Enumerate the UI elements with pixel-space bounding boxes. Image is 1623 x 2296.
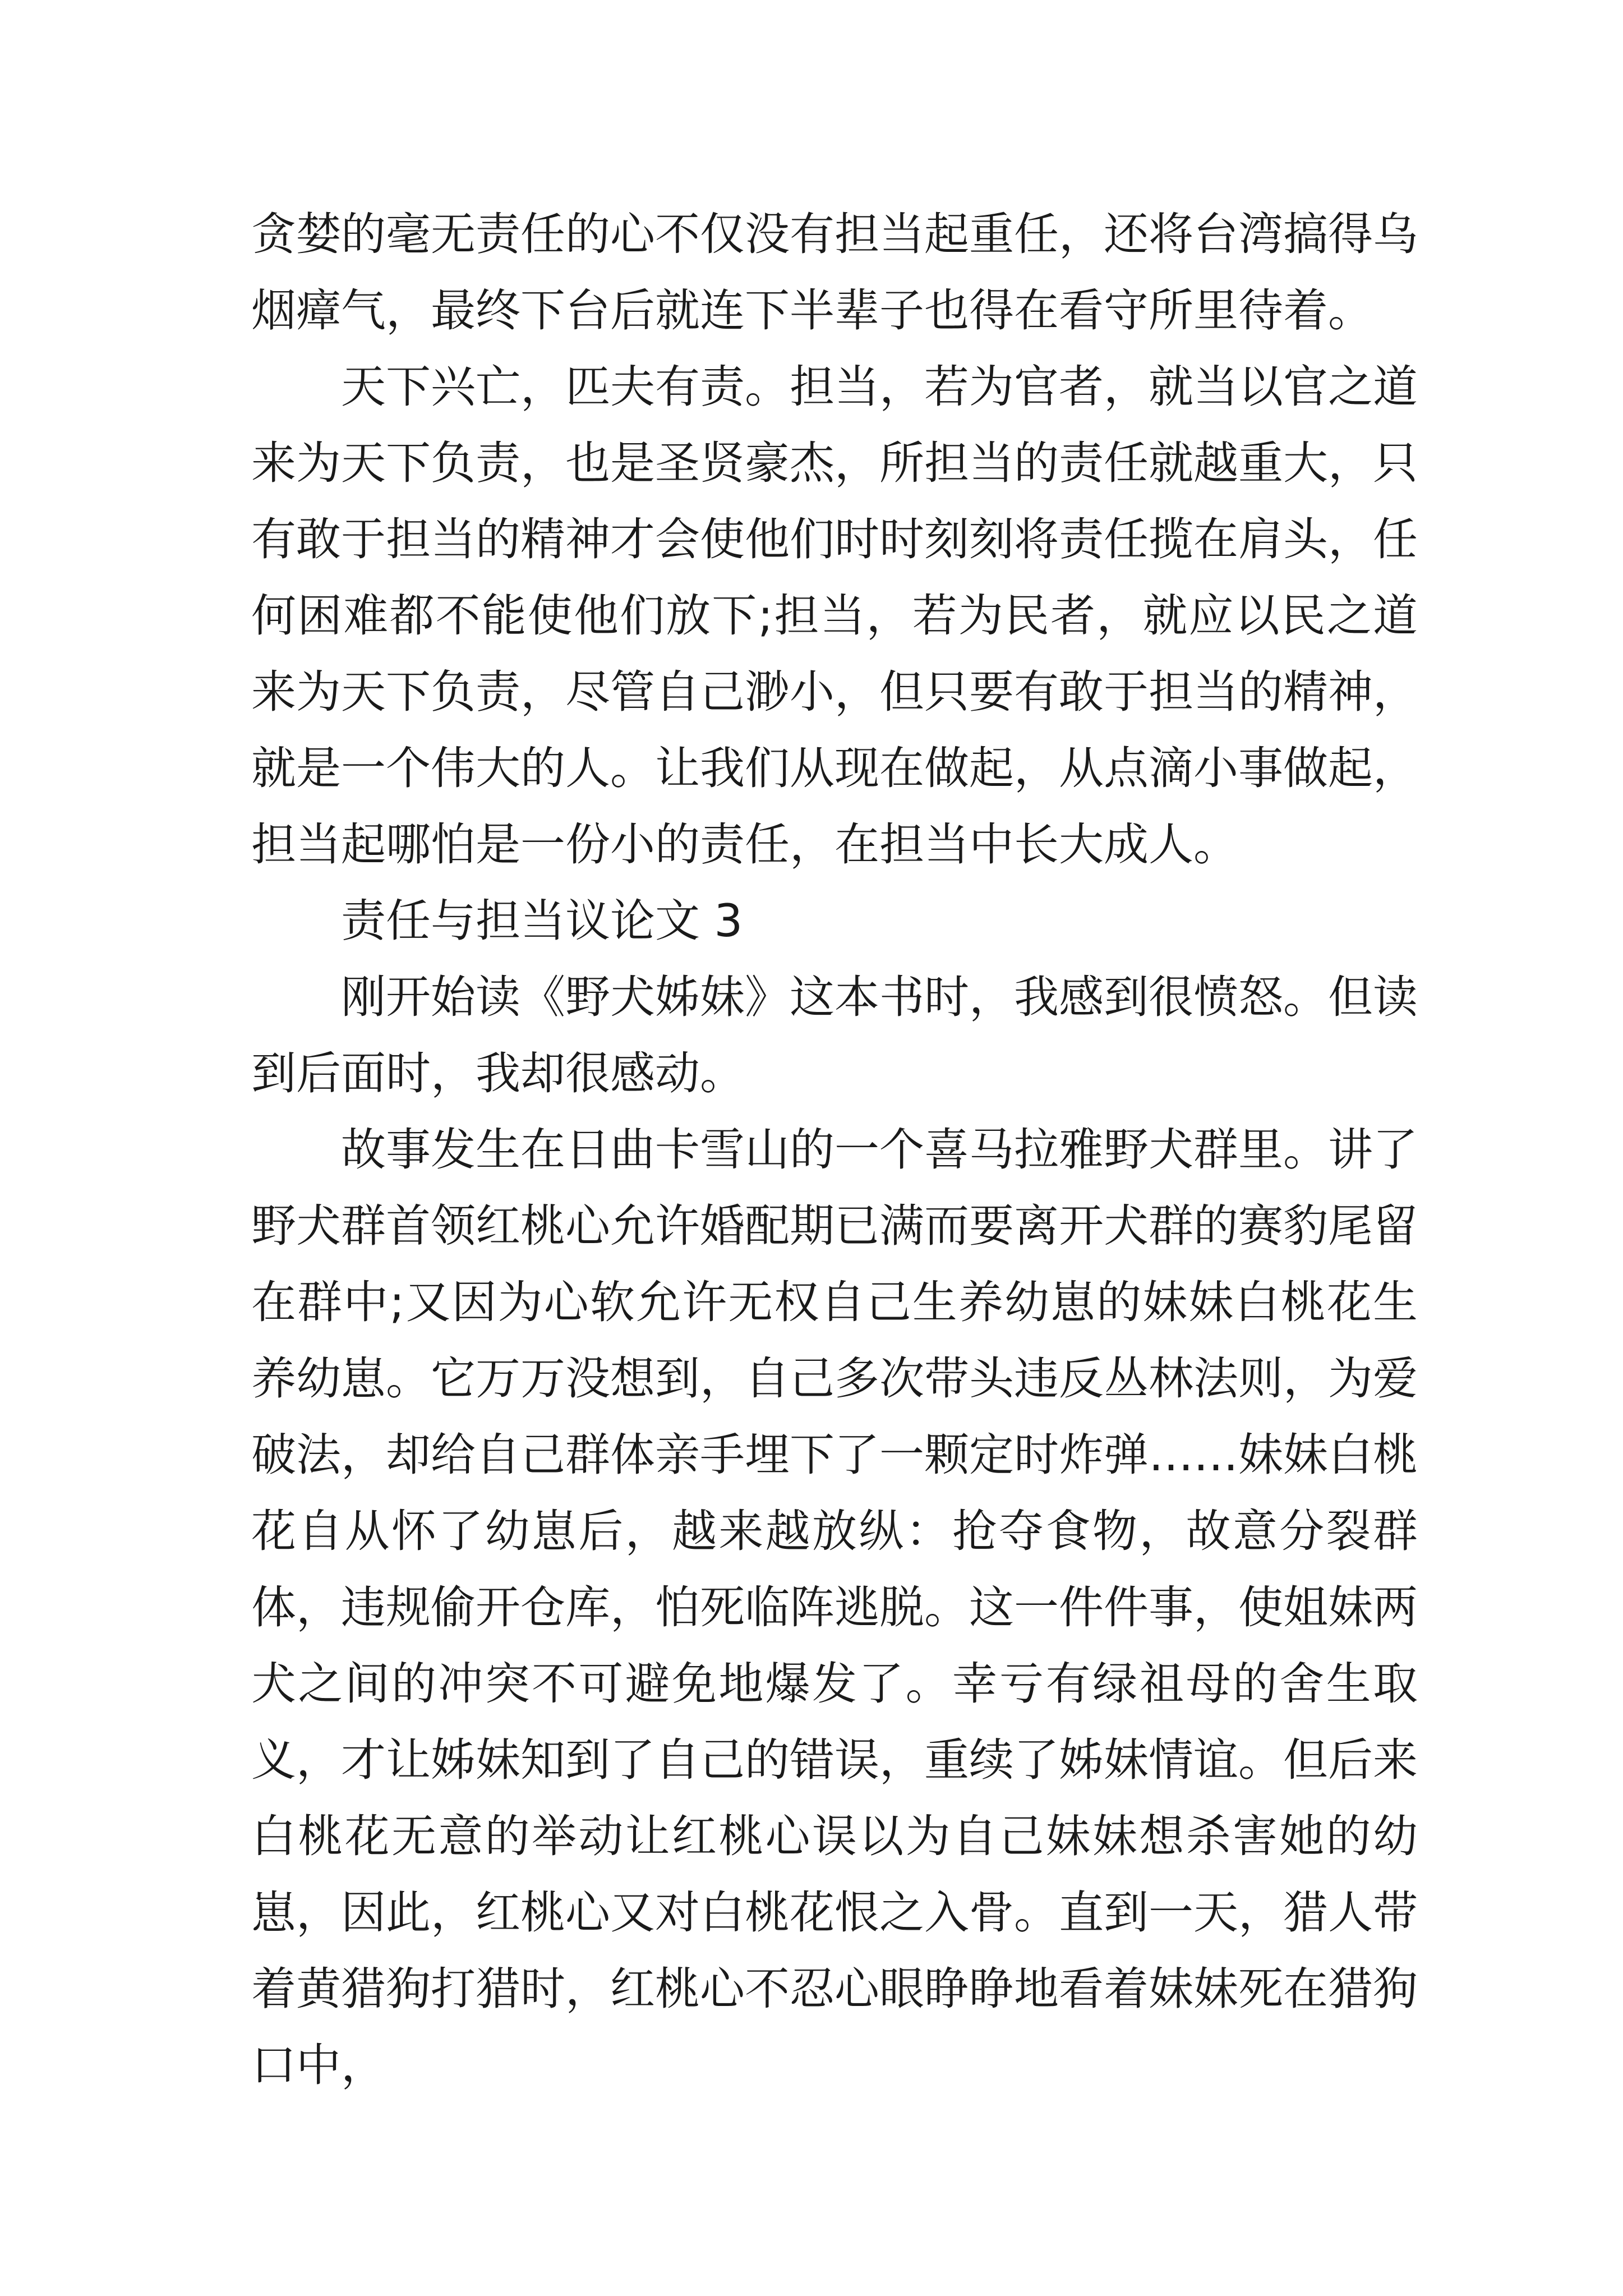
paragraph-responsibility: 天下兴亡，匹夫有责。担当，若为官者，就当以官之道来为天下负责，也是圣贤豪杰，所担当的责任就越重大，只有敢于担当的精神才会使他们时时刻刻将责任揽在肩头，任何困难都不能使他们放下;担当，若为民者，就应以民之道来为天下负责，尽管自己渺小，但只要有敢于担当的精神，就是一个伟大的人。让我们从现在做起，从点滴小事做起，担当起哪怕是一份小的责任，在担当中长大成人。 [251, 361, 1418, 871]
paragraph-continued: 贪婪的毫无责任的心不仅没有担当起重任，还将台湾搞得乌烟瘴气，最终下台后就连下半辈子也得在看守所里待着。 [251, 208, 1418, 337]
paragraph-book-intro: 刚开始读《野犬姊妹》这本书时，我感到很愤怒。但读到后面时，我却很感动。 [251, 971, 1418, 1099]
paragraph-story: 故事发生在日曲卡雪山的一个喜马拉雅野犬群里。讲了野犬群首领红桃心允许婚配期已满而要离开犬群的赛豹尾留在群中;又因为心软允许无权自己生养幼崽的妹妹白桃花生养幼崽。它万万没想到，自己多次带头违反丛林法则，为爱破法，却给自己群体亲手埋下了一颗定时炸弹……妹妹白桃花自从怀了幼崽后，越来越放纵：抢夺食物，故意分裂群体，违规偷开仓库，怕死临阵逃脱。这一件件事，使姐妹两犬之间的冲突不可避免地爆发了。幸亏有绿祖母的舍生取义，才让姊妹知到了自己的错误，重续了姊妹情谊。但后来白桃花无意的举动让红桃心误以为自己妹妹想杀害她的幼崽，因此，红桃心又对白桃花恨之入骨。直到一天，猎人带着黄猎狗打猎时，红桃心不忍心眼睁睁地看着妹妹死在猎狗口中， [251, 1124, 1418, 2091]
document-body [251, 196, 1418, 2104]
section-heading: 责任与担当议论文 3 [341, 895, 743, 947]
